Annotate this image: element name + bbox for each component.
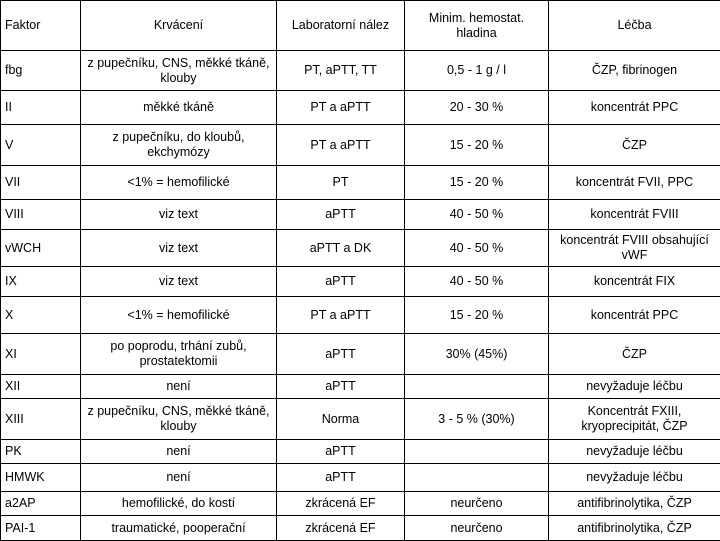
cell-treatment: antifibrinolytika, ČZP [549,516,720,541]
cell-bleeding: měkké tkáně [81,91,277,125]
cell-min-level: 20 - 30 % [405,91,549,125]
cell-lab-finding: aPTT [277,440,405,464]
cell-lab-finding: Norma [277,399,405,440]
cell-lab-finding: PT a aPTT [277,297,405,334]
cell-treatment: koncentrát PPC [549,297,720,334]
cell-bleeding: není [81,464,277,492]
table-row [1,375,720,399]
cell-lab-finding: aPTT [277,267,405,297]
table-row [1,297,720,334]
cell-lab-finding: aPTT [277,200,405,230]
cell-treatment: koncentrát FVIII obsahující vWF [549,230,720,267]
cell-min-level: 3 - 5 % (30%) [405,399,549,440]
cell-treatment: koncentrát FIX [549,267,720,297]
table-row [1,267,720,297]
cell-treatment: antifibrinolytika, ČZP [549,492,720,516]
table-row [1,125,720,166]
cell-min-level: 0,5 - 1 g / l [405,51,549,91]
cell-min-level: 40 - 50 % [405,267,549,297]
cell-bleeding: viz text [81,230,277,267]
cell-min-level: neurčeno [405,516,549,541]
cell-bleeding: <1% = hemofilické [81,166,277,200]
cell-lab-finding: PT a aPTT [277,91,405,125]
cell-factor: VIII [1,200,81,230]
header-row [1,1,720,51]
cell-factor: XI [1,334,81,375]
cell-treatment: koncentrát FVIII [549,200,720,230]
cell-factor: PAI-1 [1,516,81,541]
cell-lab-finding: zkrácená EF [277,516,405,541]
cell-factor: VII [1,166,81,200]
cell-min-level: 15 - 20 % [405,125,549,166]
cell-treatment: koncentrát PPC [549,91,720,125]
table-row [1,51,720,91]
cell-lab-finding: PT, aPTT, TT [277,51,405,91]
cell-min-level: 15 - 20 % [405,297,549,334]
cell-factor: PK [1,440,81,464]
cell-bleeding: <1% = hemofilické [81,297,277,334]
table-row [1,399,720,440]
header-min-level: Minim. hemostat. hladina [405,1,549,51]
cell-bleeding: není [81,375,277,399]
cell-lab-finding: aPTT [277,464,405,492]
cell-bleeding: z pupečníku, CNS, měkké tkáně, klouby [81,399,277,440]
cell-bleeding: viz text [81,200,277,230]
cell-lab-finding: aPTT [277,375,405,399]
table-row [1,166,720,200]
cell-factor: XIII [1,399,81,440]
cell-factor: a2AP [1,492,81,516]
table-row [1,91,720,125]
cell-min-level: 40 - 50 % [405,200,549,230]
cell-treatment: nevyžaduje léčbu [549,464,720,492]
table-row [1,492,720,516]
cell-bleeding: hemofilické, do kostí [81,492,277,516]
header-treatment: Léčba [549,1,720,51]
cell-treatment: ČZP, fibrinogen [549,51,720,91]
cell-factor: V [1,125,81,166]
cell-min-level [405,464,549,492]
table-row [1,440,720,464]
cell-treatment: ČZP [549,334,720,375]
cell-bleeding: viz text [81,267,277,297]
cell-treatment: Koncentrát FXIII, kryoprecipitát, ČZP [549,399,720,440]
cell-lab-finding: PT a aPTT [277,125,405,166]
cell-factor: IX [1,267,81,297]
cell-factor: vWCH [1,230,81,267]
header-lab-finding: Laboratorní nález [277,1,405,51]
cell-lab-finding: aPTT a DK [277,230,405,267]
cell-min-level: 15 - 20 % [405,166,549,200]
table-row [1,334,720,375]
cell-min-level [405,375,549,399]
cell-bleeding: není [81,440,277,464]
table-row [1,516,720,541]
cell-min-level [405,440,549,464]
table-row [1,200,720,230]
cell-bleeding: po poprodu, trhání zubů, prostatektomii [81,334,277,375]
table-row [1,230,720,267]
cell-bleeding: z pupečníku, CNS, měkké tkáně, klouby [81,51,277,91]
cell-factor: X [1,297,81,334]
table-row [1,464,720,492]
cell-factor: II [1,91,81,125]
cell-factor: fbg [1,51,81,91]
cell-bleeding: z pupečníku, do kloubů, ekchymózy [81,125,277,166]
cell-lab-finding: PT [277,166,405,200]
cell-treatment: nevyžaduje léčbu [549,375,720,399]
cell-treatment: ČZP [549,125,720,166]
header-factor: Faktor [1,1,81,51]
cell-treatment: nevyžaduje léčbu [549,440,720,464]
cell-min-level: 40 - 50 % [405,230,549,267]
cell-min-level: 30% (45%) [405,334,549,375]
cell-lab-finding: aPTT [277,334,405,375]
header-bleeding: Krvácení [81,1,277,51]
cell-treatment: koncentrát FVII, PPC [549,166,720,200]
cell-factor: HMWK [1,464,81,492]
cell-min-level: neurčeno [405,492,549,516]
cell-factor: XII [1,375,81,399]
cell-lab-finding: zkrácená EF [277,492,405,516]
cell-bleeding: traumatické, pooperační [81,516,277,541]
